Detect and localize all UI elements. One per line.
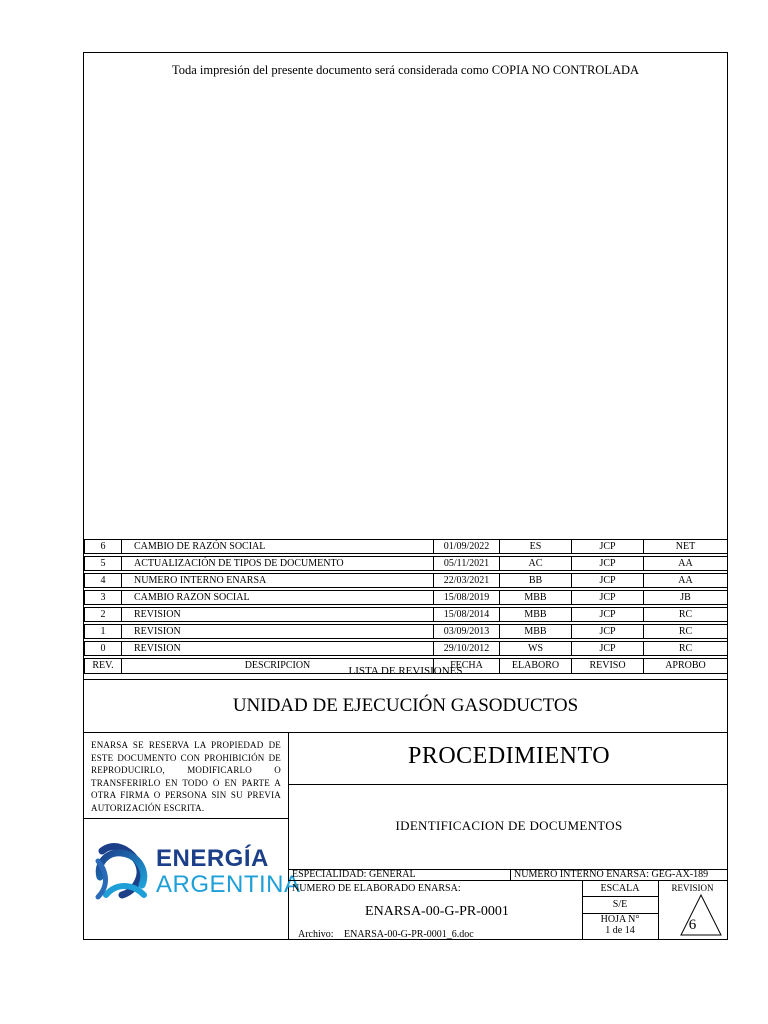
logo-line1: ENERGÍA xyxy=(156,845,269,872)
header-elaboro: ELABORO xyxy=(500,659,572,674)
numero-interno: NUMERO INTERNO ENARSA: GEG-AX-189 xyxy=(514,869,709,880)
reviso-cell: JCP xyxy=(572,591,644,605)
reviso-cell: JCP xyxy=(572,540,644,554)
logo-mark-icon xyxy=(92,843,154,903)
table-row xyxy=(85,608,728,622)
escala: S/E xyxy=(612,899,628,910)
fecha-cell: 15/08/2019 xyxy=(434,591,500,605)
descripcion-cell: ACTUALIZACIÓN DE TIPOS DE DOCUMENTO xyxy=(122,557,434,571)
elaboro-cell: MBB xyxy=(500,608,572,622)
revision-table xyxy=(84,539,728,674)
reviso-cell: JCP xyxy=(572,574,644,588)
numero-elaborado: ENARSA-00-G-PR-0001 xyxy=(365,904,509,919)
ownership-notice: ENARSA SE RESERVA LA PROPIEDAD DE ESTE DOCUMENTO CON PROHIBICIÓN DE REPRODUCIRLO, MODIFICARLO O TRANSFERIRLO EN TODO O EN PARTE A OTRA FIRMA O PERSONA SIN SU PREVIA AUTORIZACIÓN ESCRITA. xyxy=(91,740,281,813)
revision-number: 6 xyxy=(688,917,697,933)
table-row xyxy=(85,642,728,656)
header-aprobo: APROBO xyxy=(644,659,728,674)
unit-title: UNIDAD DE EJECUCIÓN GASODUCTOS xyxy=(232,695,579,716)
fecha-cell: 22/03/2021 xyxy=(434,574,500,588)
elaboro-cell: MBB xyxy=(500,625,572,639)
energia-argentina-logo xyxy=(92,843,301,903)
table-row xyxy=(85,625,728,639)
rev-cell: 4 xyxy=(85,574,122,588)
aprobo-cell: RC xyxy=(644,608,728,622)
rev-cell: 2 xyxy=(85,608,122,622)
archivo-label: Archivo: xyxy=(298,929,334,940)
descripcion-cell: CAMBIO DE RAZÓN SOCIAL xyxy=(122,540,434,554)
revision-label: REVISION xyxy=(671,883,714,893)
aprobo-cell: JB xyxy=(644,591,728,605)
header-fecha: FECHA xyxy=(434,659,500,674)
table-row xyxy=(85,540,728,554)
header-reviso: REVISO xyxy=(572,659,644,674)
reviso-cell: JCP xyxy=(572,642,644,656)
reviso-cell: JCP xyxy=(572,608,644,622)
document-type: PROCEDIMIENTO xyxy=(407,743,611,769)
table-row xyxy=(85,557,728,571)
reviso-cell: JCP xyxy=(572,625,644,639)
rev-cell: 6 xyxy=(85,540,122,554)
hoja: 1 de 14 xyxy=(605,925,635,936)
aprobo-cell: RC xyxy=(644,625,728,639)
aprobo-cell: AA xyxy=(644,557,728,571)
logo-line2: ARGENTINA xyxy=(156,871,301,898)
revision-list-caption: LISTA DE REVISIONES xyxy=(348,665,463,677)
reviso-cell: JCP xyxy=(572,557,644,571)
aprobo-cell: NET xyxy=(644,540,728,554)
descripcion-cell: REVISION xyxy=(122,625,434,639)
rev-cell: 5 xyxy=(85,557,122,571)
table-row xyxy=(85,591,728,605)
hoja-label: HOJA N° xyxy=(600,914,640,925)
descripcion-cell: REVISION xyxy=(122,642,434,656)
header-descripcion: DESCRIPCION xyxy=(122,659,434,674)
elaboro-cell: BB xyxy=(500,574,572,588)
elaboro-cell: WS xyxy=(500,642,572,656)
rev-cell: 0 xyxy=(85,642,122,656)
aprobo-cell: RC xyxy=(644,642,728,656)
escala-label: ESCALA xyxy=(600,883,640,894)
uncontrolled-copy-notice: Toda impresión del presente documento será considerada como COPIA NO CONTROLADA xyxy=(171,63,640,77)
aprobo-cell: AA xyxy=(644,574,728,588)
elaboro-cell: MBB xyxy=(500,591,572,605)
archivo: ENARSA-00-G-PR-0001_6.doc xyxy=(344,929,474,940)
descripcion-cell: NUMERO INTERNO ENARSA xyxy=(122,574,434,588)
fecha-cell: 15/08/2014 xyxy=(434,608,500,622)
especialidad: ESPECIALIDAD: GENERAL xyxy=(292,869,416,880)
elaboro-cell: AC xyxy=(500,557,572,571)
fecha-cell: 03/09/2013 xyxy=(434,625,500,639)
header-rev: REV. xyxy=(85,659,122,674)
fecha-cell: 29/10/2012 xyxy=(434,642,500,656)
rev-cell: 1 xyxy=(85,625,122,639)
rev-cell: 3 xyxy=(85,591,122,605)
document-frame xyxy=(83,52,728,940)
numero-elaborado-label: NUMERO DE ELABORADO ENARSA: xyxy=(292,883,461,894)
fecha-cell: 05/11/2021 xyxy=(434,557,500,571)
fecha-cell: 01/09/2022 xyxy=(434,540,500,554)
descripcion-cell: REVISION xyxy=(122,608,434,622)
descripcion-cell: CAMBIO RAZON SOCIAL xyxy=(122,591,434,605)
document-title: IDENTIFICACION DE DOCUMENTOS xyxy=(395,818,623,833)
table-row xyxy=(85,574,728,588)
elaboro-cell: ES xyxy=(500,540,572,554)
